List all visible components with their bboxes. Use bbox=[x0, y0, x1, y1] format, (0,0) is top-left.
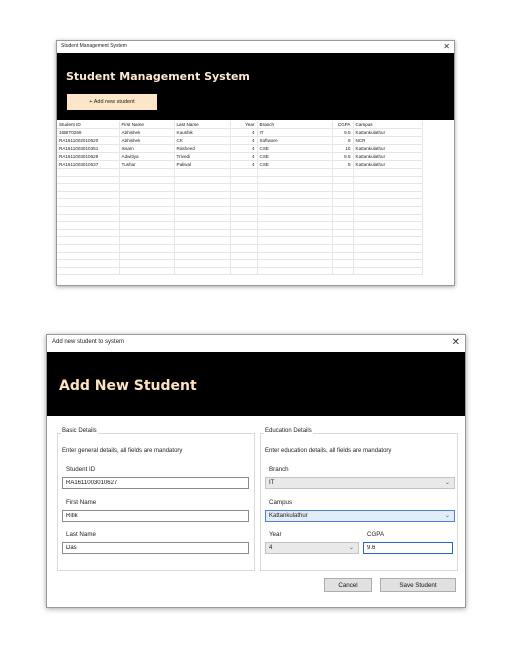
cell: CSE bbox=[257, 145, 332, 153]
cell: 16BIT0269 bbox=[57, 129, 119, 137]
cell: Adwitiya bbox=[119, 153, 174, 161]
empty-cell bbox=[230, 252, 257, 260]
chevron-down-icon: ⌄ bbox=[348, 545, 354, 551]
empty-cell bbox=[353, 267, 422, 275]
student-list-window bbox=[56, 40, 455, 286]
group-description: Enter general details, all fields are mandatory bbox=[62, 448, 183, 454]
empty-row bbox=[57, 214, 422, 222]
header-banner bbox=[47, 352, 465, 416]
empty-row bbox=[57, 176, 422, 184]
cell: RA1611002010620 bbox=[57, 137, 119, 145]
empty-row bbox=[57, 245, 422, 253]
cell: Paliwal bbox=[174, 161, 230, 169]
empty-cell bbox=[57, 252, 119, 260]
empty-cell bbox=[332, 222, 353, 230]
empty-cell bbox=[353, 237, 422, 245]
empty-cell bbox=[353, 252, 422, 260]
empty-cell bbox=[57, 237, 119, 245]
cell: CK bbox=[174, 137, 230, 145]
table-row[interactable] bbox=[57, 161, 422, 169]
empty-cell bbox=[353, 229, 422, 237]
cell: Kaushik bbox=[174, 129, 230, 137]
title-bar bbox=[57, 41, 454, 53]
empty-cell bbox=[332, 207, 353, 215]
window-title: Add new student to system bbox=[52, 339, 125, 345]
empty-cell bbox=[57, 207, 119, 215]
empty-cell bbox=[332, 237, 353, 245]
empty-cell bbox=[257, 245, 332, 253]
students-table[interactable] bbox=[57, 121, 454, 286]
empty-cell bbox=[57, 199, 119, 207]
empty-cell bbox=[174, 169, 230, 177]
cell: 10 bbox=[332, 145, 353, 153]
cell: 4 bbox=[230, 145, 257, 153]
empty-cell bbox=[353, 169, 422, 177]
empty-cell bbox=[230, 237, 257, 245]
header-banner bbox=[57, 53, 454, 120]
cell: Kattankulathur bbox=[353, 161, 422, 169]
empty-cell bbox=[230, 245, 257, 253]
last-name-input[interactable] bbox=[62, 542, 249, 554]
column-header[interactable]: Branch bbox=[257, 121, 332, 129]
cell: RA1611003010351 bbox=[57, 145, 119, 153]
empty-cell bbox=[257, 214, 332, 222]
cell: 9.5 bbox=[332, 129, 353, 137]
cgpa-label: CGPA bbox=[367, 531, 385, 538]
window-title: Student Management System bbox=[61, 43, 127, 49]
empty-cell bbox=[230, 191, 257, 199]
campus-select[interactable] bbox=[265, 510, 455, 522]
empty-cell bbox=[174, 199, 230, 207]
empty-cell bbox=[230, 184, 257, 192]
cell: Issam bbox=[119, 145, 174, 153]
first-name-input[interactable] bbox=[62, 510, 249, 522]
column-header[interactable]: Last Name bbox=[174, 121, 230, 129]
campus-label: Campus bbox=[269, 499, 293, 506]
cell: CSE bbox=[257, 153, 332, 161]
group-title: Education Details bbox=[265, 428, 312, 434]
empty-cell bbox=[57, 169, 119, 177]
year-label: Year bbox=[269, 531, 282, 538]
empty-cell bbox=[332, 229, 353, 237]
education-details-group bbox=[260, 428, 458, 571]
empty-row bbox=[57, 260, 422, 268]
empty-cell bbox=[119, 207, 174, 215]
campus-selected-value: Kattankulathur bbox=[269, 513, 308, 519]
empty-cell bbox=[257, 199, 332, 207]
cell: 4 bbox=[230, 161, 257, 169]
empty-cell bbox=[57, 214, 119, 222]
empty-cell bbox=[174, 176, 230, 184]
empty-cell bbox=[230, 222, 257, 230]
chevron-down-icon: ⌄ bbox=[444, 513, 450, 519]
empty-cell bbox=[257, 207, 332, 215]
empty-cell bbox=[174, 191, 230, 199]
empty-cell bbox=[57, 260, 119, 268]
save-student-button[interactable]: Save Student bbox=[380, 578, 456, 592]
empty-cell bbox=[119, 229, 174, 237]
column-header[interactable]: CGPA bbox=[332, 121, 353, 129]
table-row[interactable] bbox=[57, 153, 422, 161]
column-header[interactable]: Year bbox=[230, 121, 257, 129]
add-new-student-button[interactable]: + Add new student bbox=[67, 94, 157, 110]
group-title: Basic Details bbox=[62, 428, 97, 434]
empty-cell bbox=[230, 199, 257, 207]
empty-cell bbox=[174, 184, 230, 192]
cell: 5 bbox=[332, 161, 353, 169]
student-id-label: Student ID bbox=[66, 466, 96, 473]
cancel-button[interactable]: Cancel bbox=[324, 578, 372, 592]
empty-cell bbox=[230, 207, 257, 215]
cell: 6 bbox=[332, 137, 353, 145]
empty-cell bbox=[257, 252, 332, 260]
close-icon[interactable]: ✕ bbox=[443, 42, 450, 51]
cell: IT bbox=[257, 129, 332, 137]
empty-cell bbox=[119, 191, 174, 199]
empty-row bbox=[57, 191, 422, 199]
branch-selected-value: IT bbox=[269, 480, 275, 486]
cell: Kattankulathur bbox=[353, 129, 422, 137]
empty-cell bbox=[119, 267, 174, 275]
empty-cell bbox=[332, 176, 353, 184]
cell: 8.5 bbox=[332, 153, 353, 161]
empty-cell bbox=[257, 229, 332, 237]
empty-cell bbox=[353, 184, 422, 192]
close-icon[interactable]: ✕ bbox=[451, 337, 460, 348]
first-name-label: First Name bbox=[66, 499, 97, 506]
year-select[interactable] bbox=[265, 542, 359, 554]
empty-cell bbox=[353, 222, 422, 230]
empty-cell bbox=[353, 176, 422, 184]
empty-cell bbox=[119, 169, 174, 177]
empty-row bbox=[57, 184, 422, 192]
empty-cell bbox=[174, 229, 230, 237]
cgpa-input[interactable] bbox=[363, 542, 453, 554]
empty-cell bbox=[119, 214, 174, 222]
empty-cell bbox=[119, 199, 174, 207]
cell: 4 bbox=[230, 153, 257, 161]
add-student-window bbox=[46, 334, 466, 608]
empty-cell bbox=[174, 252, 230, 260]
basic-details-group bbox=[57, 428, 255, 571]
branch-select[interactable] bbox=[265, 477, 455, 489]
empty-cell bbox=[57, 245, 119, 253]
cell: Abhishek bbox=[119, 129, 174, 137]
student-id-input[interactable] bbox=[62, 477, 249, 489]
empty-cell bbox=[119, 184, 174, 192]
empty-cell bbox=[332, 184, 353, 192]
empty-row bbox=[57, 267, 422, 275]
empty-cell bbox=[174, 237, 230, 245]
empty-row bbox=[57, 207, 422, 215]
empty-cell bbox=[332, 169, 353, 177]
table-header-row bbox=[57, 121, 422, 129]
column-header[interactable]: Campus bbox=[353, 121, 422, 129]
empty-cell bbox=[119, 260, 174, 268]
cell: CSE bbox=[257, 161, 332, 169]
cell: 4 bbox=[230, 137, 257, 145]
cell: Trivedi bbox=[174, 153, 230, 161]
cell: 4 bbox=[230, 129, 257, 137]
empty-cell bbox=[353, 214, 422, 222]
page-title: Add New Student bbox=[59, 378, 197, 394]
empty-cell bbox=[353, 191, 422, 199]
empty-cell bbox=[57, 222, 119, 230]
cell: Kattankulathur bbox=[353, 145, 422, 153]
empty-row bbox=[57, 229, 422, 237]
empty-cell bbox=[230, 169, 257, 177]
column-header[interactable]: First Name bbox=[119, 121, 174, 129]
empty-cell bbox=[353, 207, 422, 215]
empty-cell bbox=[119, 222, 174, 230]
cell: Software bbox=[257, 137, 332, 145]
empty-grid-rows bbox=[57, 169, 422, 275]
group-description: Enter education details, all fields are mandatory bbox=[265, 448, 392, 454]
page-title: Student Management System bbox=[66, 70, 250, 83]
empty-cell bbox=[353, 260, 422, 268]
cell: Abhishek bbox=[119, 137, 174, 145]
empty-cell bbox=[332, 267, 353, 275]
empty-cell bbox=[257, 169, 332, 177]
empty-cell bbox=[353, 199, 422, 207]
table-row[interactable] bbox=[57, 145, 422, 153]
empty-cell bbox=[119, 245, 174, 253]
empty-cell bbox=[174, 222, 230, 230]
table-row[interactable] bbox=[57, 129, 422, 137]
table-row[interactable] bbox=[57, 137, 422, 145]
chevron-down-icon: ⌄ bbox=[444, 480, 450, 486]
empty-cell bbox=[353, 245, 422, 253]
empty-cell bbox=[332, 245, 353, 253]
empty-cell bbox=[257, 176, 332, 184]
empty-cell bbox=[257, 184, 332, 192]
empty-cell bbox=[332, 260, 353, 268]
empty-cell bbox=[174, 245, 230, 253]
empty-row bbox=[57, 222, 422, 230]
cell: RA1611003010637 bbox=[57, 161, 119, 169]
empty-cell bbox=[57, 176, 119, 184]
empty-cell bbox=[174, 260, 230, 268]
empty-cell bbox=[230, 260, 257, 268]
last-name-label: Last Name bbox=[66, 531, 96, 538]
empty-cell bbox=[119, 176, 174, 184]
empty-row bbox=[57, 237, 422, 245]
empty-cell bbox=[57, 191, 119, 199]
cell: NCR bbox=[353, 137, 422, 145]
empty-cell bbox=[257, 267, 332, 275]
branch-label: Branch bbox=[269, 466, 289, 473]
empty-cell bbox=[332, 252, 353, 260]
empty-cell bbox=[174, 214, 230, 222]
empty-cell bbox=[230, 229, 257, 237]
empty-cell bbox=[57, 184, 119, 192]
title-bar bbox=[47, 335, 465, 351]
empty-cell bbox=[332, 214, 353, 222]
empty-cell bbox=[332, 191, 353, 199]
empty-cell bbox=[332, 199, 353, 207]
empty-row bbox=[57, 199, 422, 207]
empty-cell bbox=[57, 229, 119, 237]
empty-cell bbox=[257, 191, 332, 199]
empty-cell bbox=[257, 222, 332, 230]
cell: Tushar bbox=[119, 161, 174, 169]
empty-row bbox=[57, 169, 422, 177]
cell: Kattankulathur bbox=[353, 153, 422, 161]
empty-cell bbox=[174, 267, 230, 275]
empty-cell bbox=[230, 176, 257, 184]
empty-cell bbox=[174, 207, 230, 215]
empty-cell bbox=[257, 237, 332, 245]
year-selected-value: 4 bbox=[269, 545, 273, 551]
empty-row bbox=[57, 252, 422, 260]
empty-cell bbox=[230, 214, 257, 222]
empty-cell bbox=[119, 252, 174, 260]
empty-cell bbox=[230, 267, 257, 275]
empty-cell bbox=[57, 267, 119, 275]
empty-cell bbox=[119, 237, 174, 245]
empty-cell bbox=[257, 260, 332, 268]
cell: RA1611003010629 bbox=[57, 153, 119, 161]
column-header[interactable]: Student ID bbox=[57, 121, 119, 129]
cell: Rasheed bbox=[174, 145, 230, 153]
